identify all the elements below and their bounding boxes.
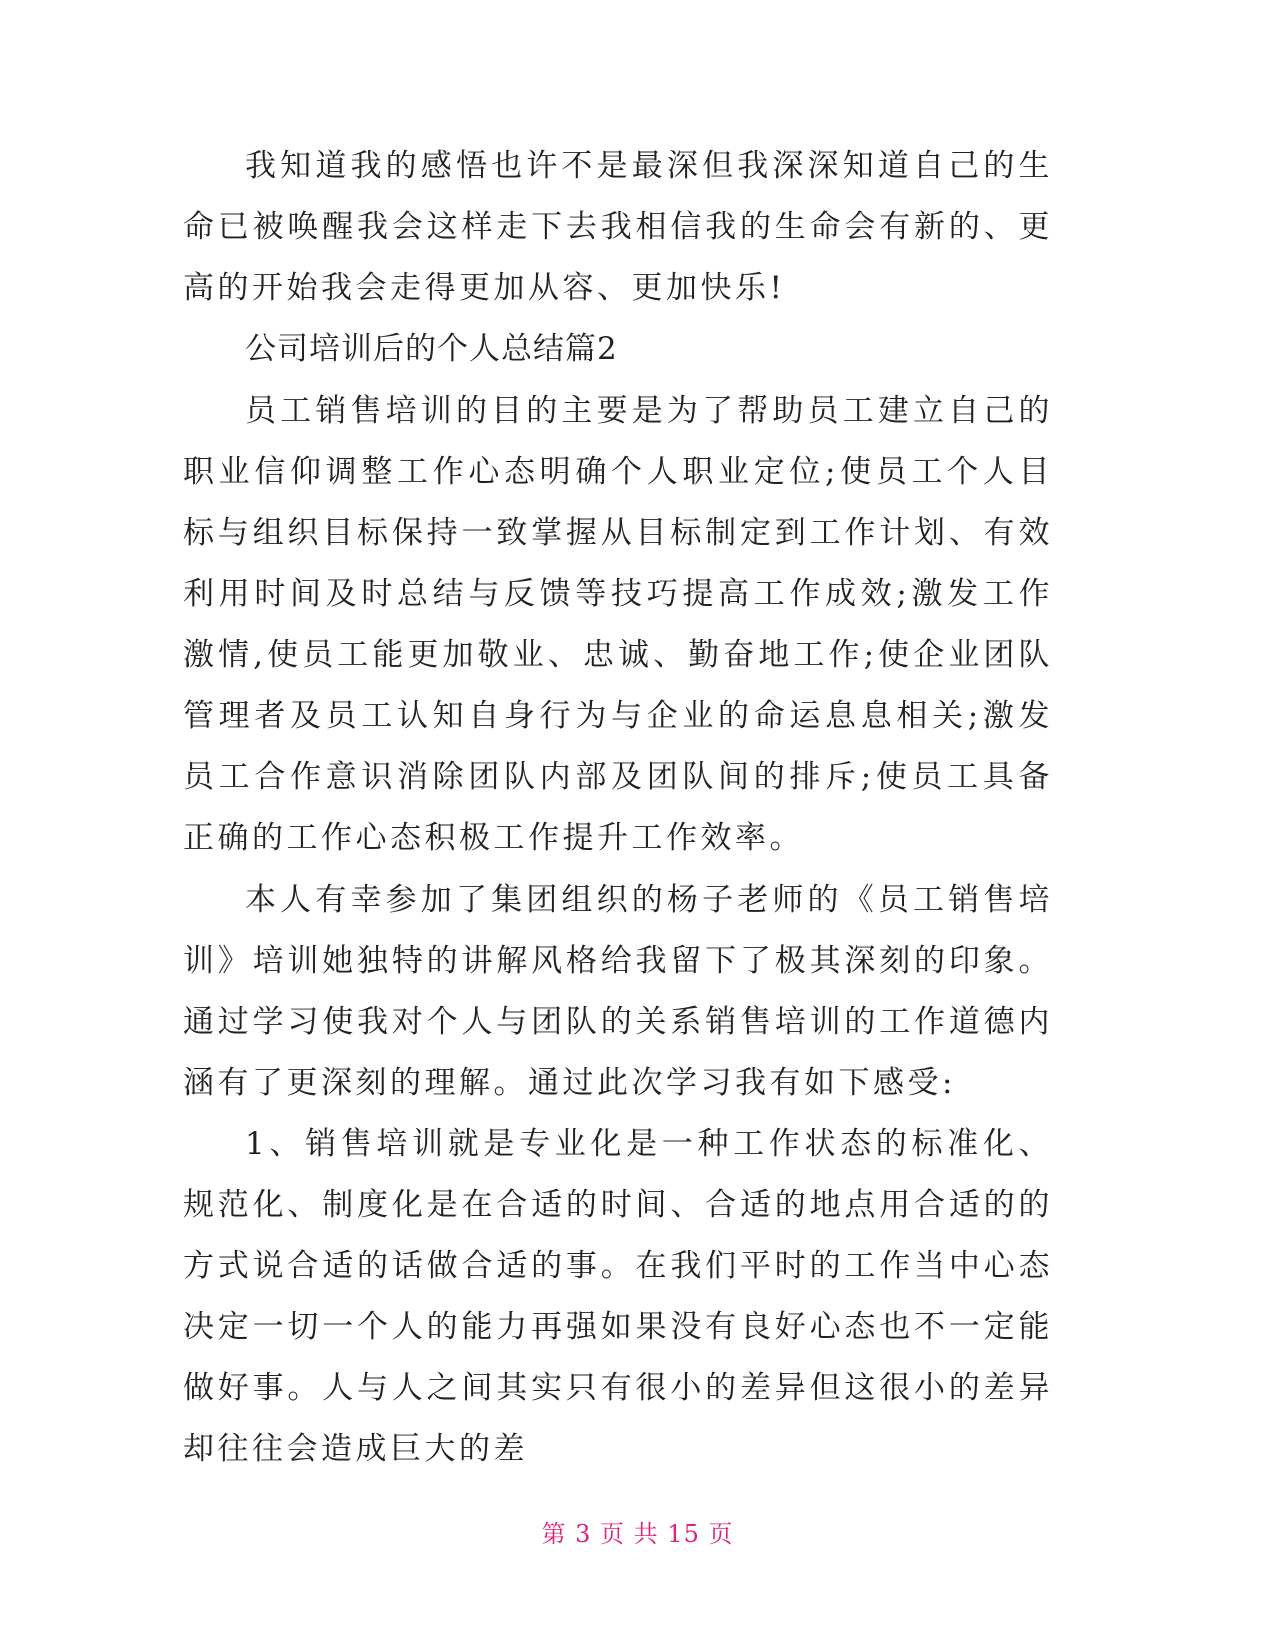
paragraph: 员工销售培训的目的主要是为了帮助员工建立自己的职业信仰调整工作心态明确个人职业定位;使员工个人目标与组织目标保持一致掌握从目标制定到工作计划、有效利用时间及时总结与反馈等技巧提高工作成效;激发工作激情,使员工能更加敬业、忠诚、勤奋地工作;使企业团队管理者及员工认知自身行为与企业的命运息息相关;激发员工合作意识消除团队内部及团队间的排斥;使员工具备正确的工作心态积极工作提升工作效率。 <box>183 393 1053 856</box>
paragraph: 1、销售培训就是专业化是一种工作状态的标准化、规范化、制度化是在合适的时间、合适的地点用合适的的方式说合适的话做合适的事。在我们平时的工作当中心态决定一切一个人的能力再强如果没有良好心态也不一定能做好事。人与人之间其实只有很小的差异但这很小的差异却往往会造成巨大的差 <box>183 1126 1053 1467</box>
section-heading: 公司培训后的个人总结篇2 <box>245 331 618 367</box>
page-number: 第 3 页 共 15 页 <box>541 1520 734 1548</box>
page-footer <box>0 1519 1275 1549</box>
paragraph: 本人有幸参加了集团组织的杨子老师的《员工销售培训》培训她独特的讲解风格给我留下了极其深刻的印象。通过学习使我对个人与团队的关系销售培训的工作道德内涵有了更深刻的理解。通过此次学习我有如下感受: <box>183 882 1053 1101</box>
document-body <box>183 136 1053 1480</box>
paragraph: 我知道我的感悟也许不是最深但我深深知道自己的生命已被唤醒我会这样走下去我相信我的生命会有新的、更高的开始我会走得更加从容、更加快乐! <box>183 148 1053 306</box>
